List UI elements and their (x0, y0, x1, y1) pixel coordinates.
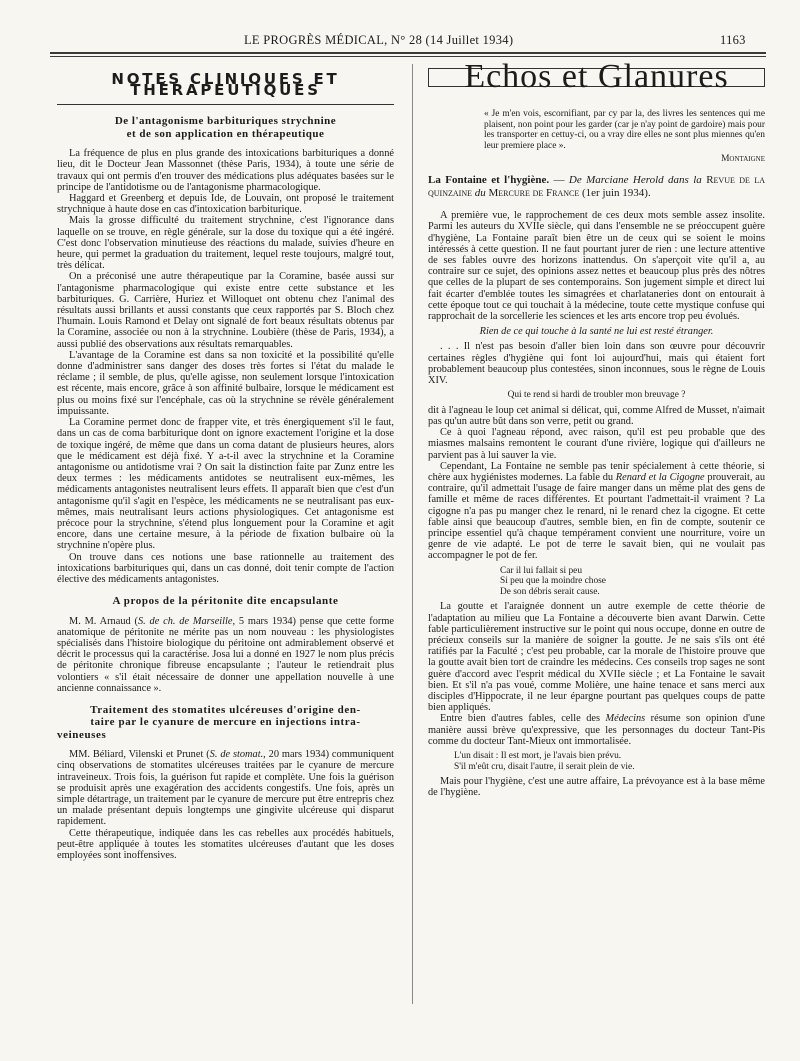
paragraph: Cependant, La Fontaine ne semble pas tenir spécialement à cette théorie, si chère aux hygiénistes modernes. La fable du Renard et la Cigogne prouverait, au contraire, qu'il admettait l'usage de faire manger dans un même plat des gens de famille et même de races différentes. Et pourtant l'admettait-il vraiment ? La cigogne n'a pas pu manger chez le renard, ni le renard chez la cigogne. Et cette fable ainsi que beaucoup d'autres, semble bien, en fin de compte, soutenir ce principe essentiel qu'à chaque tempérament convient une nourriture, voire un genre de vie adapté. Le pot de terre le savait bien, qui ne voulait pas accompagner le pot de fer. (428, 460, 765, 562)
right-column (428, 58, 766, 799)
paragraph: La Coramine permet donc de frapper vite, et très énergiquement s'il le faut, dans un cas de coma barbiturique dont on ignore exactement l'origine et la dose de toxique ingéré, de même que dans un coma datant de plusieurs heures, alors que le médicament est déjà fixé. Y a-t-il avec la strychnine et la Coramine antagonisme ou antidotisme vrai ? On sait la distinction faite par Zunz entre les deux termes : les médicaments antidotes se neutralisent eux-mêmes, les médicaments antagonistes neutralisent leurs effets. Il apparaît bien que c'est d'un antagonisme qu'il s'agit en l'espèce, les médicaments ne se neutralisant pas eux-mêmes, mais neutralisant leurs actions physiologiques. Cet antagonisme est précoce pour la strychnine, s'étend plus longuement pour la Coramine et agit encore, dans une certaine mesure, à la période de fixation bulbaire où la strychnine n'opère plus. (57, 417, 394, 552)
paragraph: M. M. Arnaud (S. de ch. de Marseille, 5 mars 1934) pense que cette forme anatomique de péritonite ne mérite pas un nom nouveau : les physiologistes spécialisés dans l'histoire biologique du péritoine ont admirablement observé et décrit le processus qui la caractérise. Josa lui a donné en 1927 le nom plus précis de péritonite chronique fibreuse encapsulante ; l'auteur le retiendrait plus volontiers « s'il était nécessaire de donner une appellation nouvelle à une ancienne connaissance ». (57, 615, 394, 694)
article-title-line: Traitement des stomatites ulcéreuses d'origine den- (90, 703, 361, 716)
article-title-line: veineuses (57, 728, 107, 741)
section-title-notes: NOTES CLINIQUES ET THÉRAPEUTIQUES (111, 70, 340, 100)
verse-line: S'il m'eût cru, disait l'autre, il serait plein de vie. (454, 761, 635, 772)
paragraph: A première vue, le rapprochement de ces deux mots semble assez insolite. Parmi les auteurs du XVIIe siècle, qui dans l'ensemble ne se préoccupent guère d'hygiène, La Fontaine paraît bien être un de ceux qui se soient le moins intéressés à cette question. Il ne faut pourtant jurer de rien : une lecture attentive de ses fables ouvre des horizons inattendus. On s'aperçoit vite qu'il a, au contraire sur ce sujet, des opinions assez nettes et beaucoup plus près des nôtres que celles de la plupart de ses contemporains. Son jugement simple et direct lui fait écarter d'emblée toutes les simagrées et charlataneries dont on entourait à cette époque tout ce qui touchait à la médecine, toute cette mystique confuse qui rapprochait de la sorcellerie les sciences et les arts encore trop peu évolués. (428, 210, 765, 322)
header-rule-thin (50, 56, 766, 57)
verse-line: L'un disait : Il est mort, je l'avais bien prévu. (454, 751, 622, 762)
citation: S. de ch. de Marseille (137, 615, 233, 627)
verse-block (428, 566, 765, 598)
echos-title-box (428, 58, 765, 95)
paragraph: Mais la grosse difficulté du traitement strychnine, c'est l'ignorance dans laquelle on se trouve, en règle générale, sur la dose du toxique qui a été ingéré. C'est donc l'observation minutieuse des réactions du malade, suivies d'heure en heure, qui permet la graduation du traitement, lequel reste toujours, malgré tout, très délicat. (57, 215, 394, 272)
epigraph-author: Montaigne (721, 153, 765, 164)
paragraph: La fréquence de plus en plus grande des intoxications barbituriques a donné lieu, dit le Docteur Jean Massonnet (thèse Paris, 1934), à toute une série de travaux qui ont permis d'en trouver des médications plus adéquates basées sur le principe de l'antidotisme ou de l'antagonisme pharmacologique. (57, 148, 394, 193)
running-header-title: LE PROGRÈS MÉDICAL, N° 28 (14 Juillet 1934) (244, 33, 514, 47)
paragraph: MM. Béliard, Vilenski et Prunet (S. de stomat., 20 mars 1934) communiquent cinq observations de stomatites ulcéreuses traitées par le cyanure de mercure intraveineux. Trois fois, la guérison fut rapide et complète. Une fois la guérison se produisit après une exagération des accidents congestifs. Une fois, après un simple détartrage, un traitement par le cyanure de mercure put être entrepris chez un malade présentant depuis longtemps une gingivite ulcéreuse qui disparut rapidement. (57, 749, 394, 828)
paragraph: On trouve dans ces notions une base rationnelle au traitement des intoxications barbituriques qui, dans un cas donné, doit tenir compte de l'action élective des médicaments antagonistes. (57, 551, 394, 585)
verse-block (428, 751, 765, 772)
citation: S. de stomat. (209, 749, 264, 761)
paragraph: Mais pour l'hygiène, c'est une autre affaire, La prévoyance est à la base même de l'hygiène. (428, 776, 765, 799)
verse: Qui te rend si hardi de troubler mon breuvage ? (507, 390, 686, 401)
epigraph: « Je m'en vois, escornifiant, par cy par la, des livres les sentences qui me plaisent, non point pour les garder (car je n'ay point de gardoire) mais pour les transporter en cettuy-ci, ou a vray dire elles ne sont plus miennes qu'en leur premiere place ». (484, 109, 765, 151)
item-heading: La Fontaine et l'hygiène. — De Marciane Herold dans la Revue de la quinzaine du Mercure de France (1er juin 1934). (428, 174, 766, 200)
article-title: A propos de la péritonite dite encapsulante (112, 595, 339, 608)
verse-line: Car il lui fallait si peu (500, 565, 583, 576)
centered-statement: Rien de ce qui touche à la santé ne lui est resté étranger. (479, 326, 714, 338)
verse-line: De son débris serait cause. (500, 586, 600, 597)
column-divider (412, 64, 413, 1004)
citation: Renard et la Cigogne (615, 472, 705, 484)
paragraph: Haggard et Greenberg et depuis Ide, de Louvain, ont proposé le traitement strychnique à haute dose en cas d'intoxication barbiturique. (57, 193, 394, 216)
header-rule-thick (50, 52, 766, 54)
paragraph: La goutte et l'araignée donnent un autre exemple de cette théorie de l'adaptation au milieu que La Fontaine a découverte bien avant Darwin. Cette fable particulièrement instructive sur le point qui nous occupe, donne en outre de précieux conseils sur la manière de soigner la goutte. Je ne sais s'ils ont été ratifiés par la Faculté ; c'est peu probable, car la morale de l'histoire prouve que la goutte avait bien tort de craindre les médecins. Ces conseils trop sages ne sont guère d'accord avec l'esprit médical du XVIIe siècle ; et La Fontaine le savait bien. Et s'il n'a pas voué, comme Molière, une haine tenace et sans merci aux disciples d'Hippocrate, il ne leur épargne pourtant pas quelques coups de patte bien appliqués. (428, 601, 765, 714)
verse-line: Si peu que la moindre chose (500, 576, 606, 587)
section-title-rule (57, 104, 394, 105)
left-column (57, 68, 394, 861)
paragraph: Entre bien d'autres fables, celle des Médecins résume son opinion d'une manière aussi brève qu'expressive, que les personnages du docteur Tant-Pis comme du docteur Tant-Mieux ont immortalisée. (428, 713, 765, 747)
paragraph: Cette thérapeutique, indiquée dans les cas rebelles aux procédés habituels, peut-être appliquée à toutes les stomatites ulcéreuses d'autant que les doses employées sont inoffensives. (57, 827, 394, 862)
article-title-line: De l'antagonisme barbituriques strychnine (114, 115, 337, 128)
paragraph: dit à l'agneau le loup cet animal si délicat, qui, comme Alfred de Musset, n'aimait pas qu'un autre bût dans son verre, petit ou grand. (428, 404, 765, 428)
paragraph: . . . Il n'est pas besoin d'aller bien loin dans son œuvre pour découvrir certaines règles d'hygiène qui font loi aujourd'hui, mais qui étaient fort probablement beaucoup plus contestées, sinon inconnues, sous le règne de Louis XIV. (428, 341, 765, 387)
section-title-echos: Echos et Glanures (464, 58, 729, 95)
article-title-line: taire par le cyanure de mercure en injections intra- (90, 716, 361, 729)
paragraph: On a préconisé une autre thérapeutique par la Coramine, basée aussi sur l'antagonisme pharmacologique qui existe entre cette substance et les barbituriques. G. Carrière, Huriez et Willoquet ont obtenu chez l'animal des résultats aussi brillants et aussi constants que ceux rapportés par S. Bloch chez l'humain. Louis Ramond et Delay ont signalé de fort beaux résultats obtenus par la Coramine, associée ou non à la strychnine. Loubière (thèse de Paris, 1934), a aussi publié des observations aux résultats remarquables. (57, 271, 394, 350)
paragraph: Ce à quoi l'agneau répond, avec raison, qu'il est peu probable que des miasmes malsains remontent le courant d'une rivière, logique qui d'ailleurs ne parvient pas à lui sauver la vie. (428, 427, 765, 461)
paragraph: L'avantage de la Coramine est dans sa non toxicité et la possibilité qu'elle donne d'administrer sans danger des doses très fortes si l'état du malade le réclame ; il semble, de plus, qu'elle agisse, non seulement lorsque l'intoxication est récente, mais encore, grâce à son affinité bulbaire, lorsque le médicament est plus ou moins fixé sur l'encéphale, cas où la strychnine se révèle généralement impuissante. (57, 349, 394, 417)
article-title-line: et de son application en thérapeutique (126, 127, 325, 140)
citation: Médecins (605, 713, 646, 725)
page-number: 1163 (720, 33, 746, 47)
